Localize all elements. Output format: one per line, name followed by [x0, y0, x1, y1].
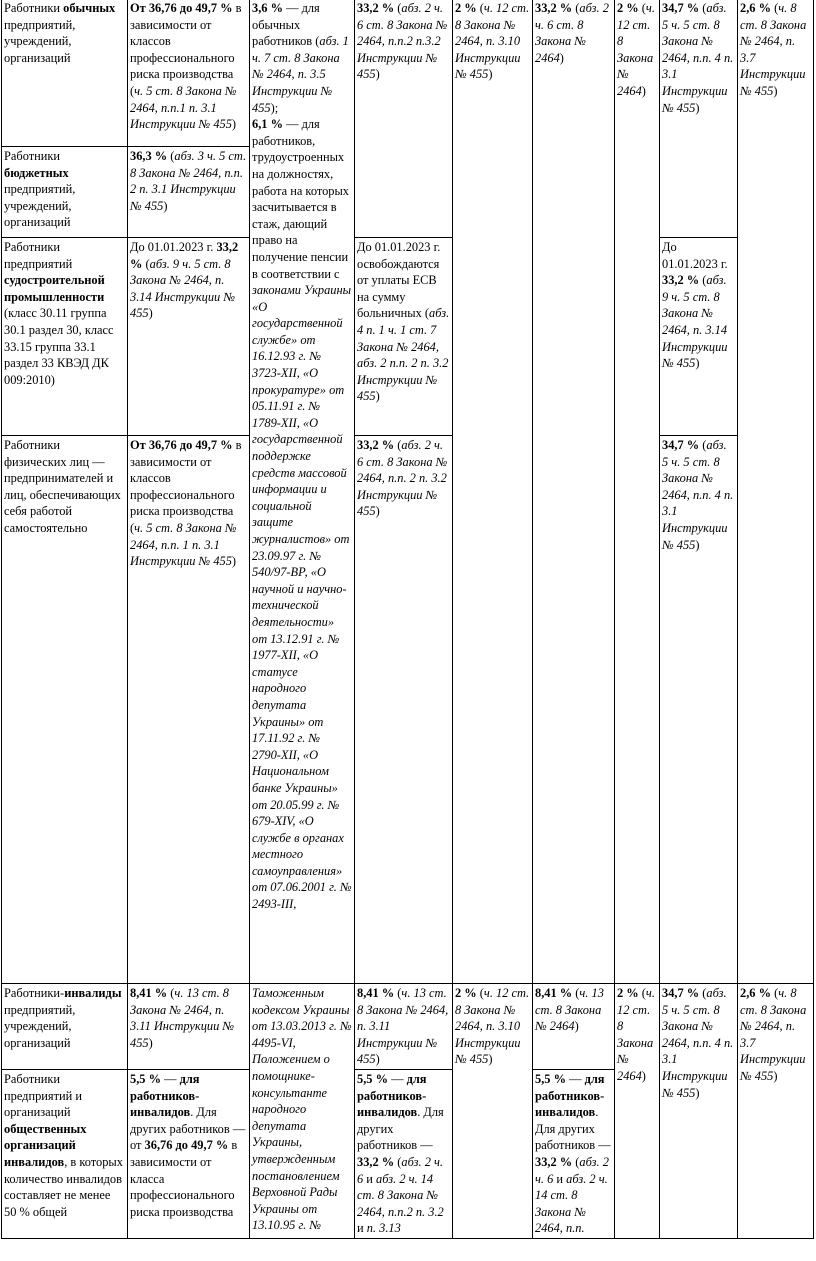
- cell-sick-leave: 33,2 % (абз. 2 ч. 6 ст. 8 Закона № 2464, п.п.2 п.3.2 Инструкции № 455): [355, 0, 453, 238]
- cell-category: Работники предприятий и организаций общественных организаций инвалидов, в которых количество инвалидов составляет не менее 50 % общей: [2, 1069, 128, 1238]
- cell-category: Работники обычных предприятий, учреждений, организаций: [2, 0, 128, 147]
- cell-gph-rate: 34,7 % (абз. 5 ч. 5 ст. 8 Закона № 2464, п.п. 4 п. 3.1 Инструкции № 455): [660, 0, 738, 238]
- cell-gph-add: 2,6 % (ч. 8 ст. 8 Закона № 2464, п. 3.7 Инструкции № 455): [738, 984, 814, 1239]
- cell-category: Работники-инвалиды предприятий, учреждений, организаций: [2, 984, 128, 1070]
- cell-esv-rate: 36,3 % (абз. 3 ч. 5 ст. 8 Закона № 2464, п.п. 2 п. 3.1 Инструкции № 455): [128, 147, 250, 238]
- cell-sick-leave: 33,2 % (абз. 2 ч. 6 ст. 8 Закона № 2464, п.п. 2 п. 3.2 Инструкции № 455): [355, 436, 453, 984]
- cell-sick-leave: 8,41 % (ч. 13 ст. 8 Закона № 2464, п. 3.11 Инструкции № 455): [355, 984, 453, 1070]
- cell-dog-rate: 2 % (ч. 12 ст. 8 Закона № 2464, п. 3.10 Инструкции № 455): [453, 0, 533, 984]
- cell-esv-rate: 8,41 % (ч. 13 ст. 8 Закона № 2464, п. 3.11 Инструкции № 455): [128, 984, 250, 1070]
- cell-customs: Таможенным кодексом Украины от 13.03.2013 г. № 4495-VI, Положением о помощнике-консультанте народного депутата Украины, утвержденным постановлением Верховной Рады Украины от 13.10.95 г. №: [250, 984, 355, 1239]
- cell-maternity-add: 2 % (ч. 12 ст. 8 Закона № 2464): [615, 0, 660, 984]
- cell-special-rates: 3,6 % — для обычных работников (абз. 1 ч. 7 ст. 8 Закона № 2464, п. 3.5 Инструкции № 455); 6,1 % — для работников, трудоустроенных на должностях, работа на которых засчитывается в стаж, дающий право на получение пенсии в соответствии с законами Украины «О государственной службе» от 16.12.93 г. № 3723-XII, «О прокуратуре» от 05.11.91 г. № 1789-XII, «О государственной поддержке средств массовой информации и социальной защите журналистов» от 23.09.97 г. № 540/97-ВР, «О научной и научно-технической деятельности» от 13.12.91 г. № 1977-XII, «О статусе народного депутата Украины» от 17.11.92 г. № 2790-XII, «О Национальном банке Украины» от 20.05.99 г. № 679-XIV, «О службе в органах местного самоуправления» от 07.06.2001 г. № 2493-III,: [250, 0, 355, 984]
- cell-category: Работники предприятий судостроительной промышленности (класс 30.11 группа 30.1 раздел 30, класс 33.15 группа 33.1 раздел 33 КВЭД ДК 009:2010): [2, 238, 128, 436]
- cell-esv-rate: От 36,76 до 49,7 % в зависимости от классов профессионального риска производства (ч. 5 ст. 8 Закона № 2464, п.п.1 п. 3.1 Инструкции № 455): [128, 0, 250, 147]
- cell-maternity: 5,5 % — для работников-инвалидов. Для других работников — 33,2 % (абз. 2 ч. 6 и абз. 2 ч. 14 ст. 8 Закона № 2464, п.п.: [533, 1069, 615, 1238]
- table-row: [2, 984, 814, 1070]
- table-row: [2, 238, 814, 436]
- cell-gph-rate: 34,7 % (абз. 5 ч. 5 ст. 8 Закона № 2464, п.п. 4 п. 3.1 Инструкции № 455): [660, 436, 738, 984]
- cell-gph-rate: 34,7 % (абз. 5 ч. 5 ст. 8 Закона № 2464, п.п. 4 п. 3.1 Инструкции № 455): [660, 984, 738, 1239]
- table-row: [2, 436, 814, 984]
- cell-maternity-add: 2 % (ч. 12 ст. 8 Закона № 2464): [615, 984, 660, 1239]
- cell-category: Работники физических лиц — предпринимателей и лиц, обеспечивающих себя работой самостоятельно: [2, 436, 128, 984]
- cell-sick-leave: 5,5 % — для работников-инвалидов. Для других работников — 33,2 % (абз. 2 ч. 6 и абз. 2 ч. 14 ст. 8 Закона № 2464, п.п.2 п. 3.2 и п. 3.13: [355, 1069, 453, 1238]
- cell-esv-rate: От 36,76 до 49,7 % в зависимости от классов профессионального риска производства (ч. 5 ст. 8 Закона № 2464, п.п. 1 п. 3.1 Инструкции № 455): [128, 436, 250, 984]
- cell-esv-rate: До 01.01.2023 г. 33,2 % (абз. 9 ч. 5 ст. 8 Закона № 2464, п. 3.14 Инструкции № 455): [128, 238, 250, 436]
- cell-gph-rate: До 01.01.2023 г. 33,2 % (абз. 9 ч. 5 ст. 8 Закона № 2464, п. 3.14 Инструкции № 455): [660, 238, 738, 436]
- cell-maternity: 8,41 % (ч. 13 ст. 8 Закона № 2464): [533, 984, 615, 1070]
- esv-rates-table: [1, 0, 814, 1239]
- cell-gph-add: 2,6 % (ч. 8 ст. 8 Закона № 2464, п. 3.7 Инструкции № 455): [738, 0, 814, 984]
- cell-maternity: 33,2 % (абз. 2 ч. 6 ст. 8 Закона № 2464): [533, 0, 615, 984]
- cell-dog-rate: 2 % (ч. 12 ст. 8 Закона № 2464, п. 3.10 Инструкции № 455): [453, 984, 533, 1239]
- cell-category: Работники бюджетных предприятий, учреждений, организаций: [2, 147, 128, 238]
- cell-sick-leave: До 01.01.2023 г. освобождаются от уплаты ЕСВ на сумму больничных (абз. 4 п. 1 ч. 1 ст. 7 Закона № 2464, абз. 2 п.п. 2 п. 3.2 Инструкции № 455): [355, 238, 453, 436]
- cell-esv-rate: 5,5 % — для работников-инвалидов. Для других работников — от 36,76 до 49,7 % в зависимости от класса профессионального риска производства: [128, 1069, 250, 1238]
- table-row: [2, 0, 814, 147]
